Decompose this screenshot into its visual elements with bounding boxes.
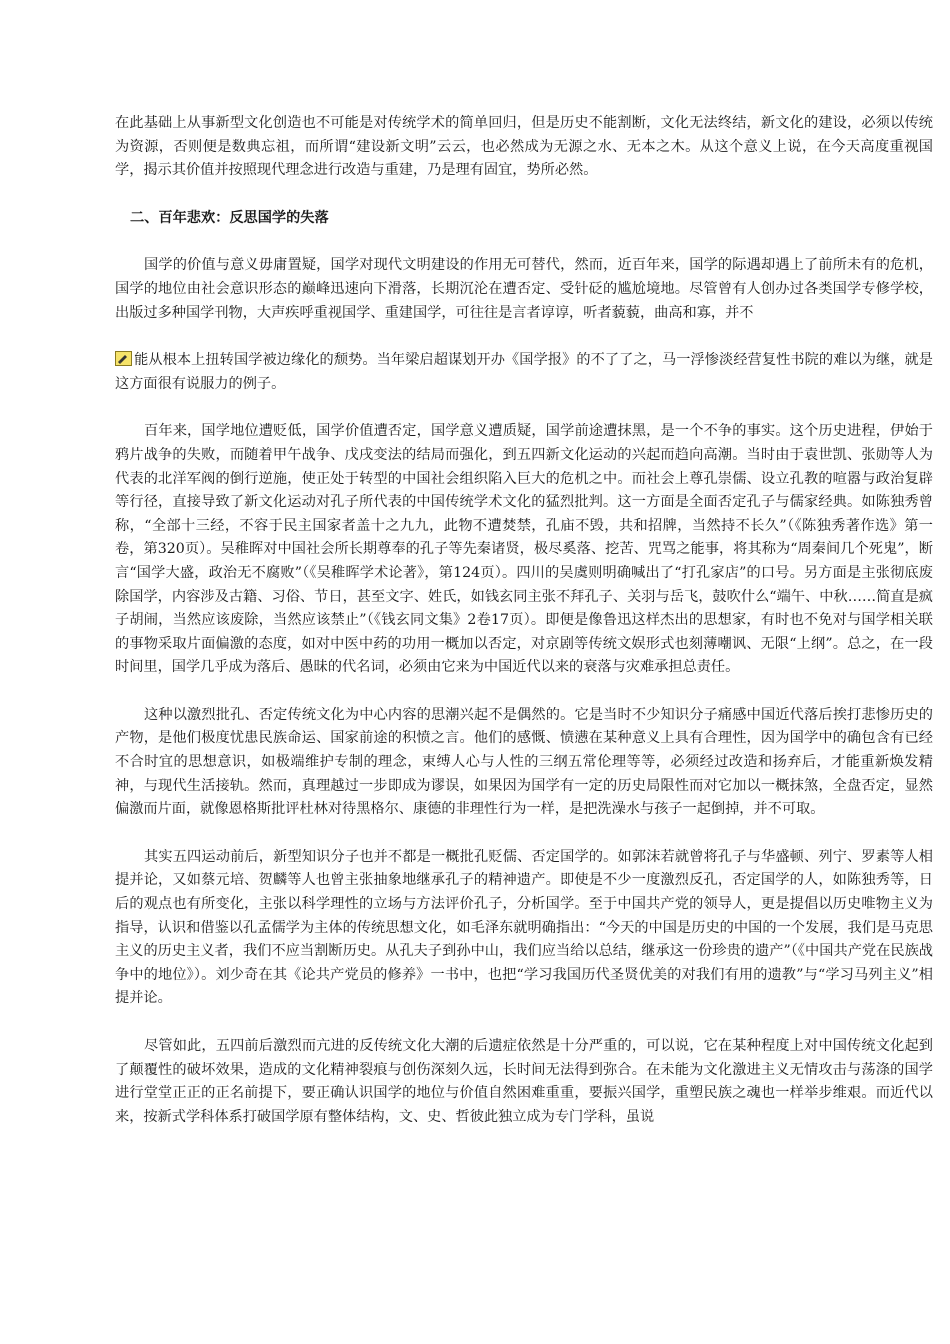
intro-paragraph: 在此基础上从事新型文化创造也不可能是对传统学术的简单回归，但是历史不能割断，文化无法终结，新文化的建设，必须以传统为资源，否则便是数典忘祖，而所谓“建设新文明”云云，也必然成为无源之水、无本之木。从这个意义上说，在今天高度重视国学，揭示其价值并按照现代理念进行改造与重建，乃是理有固宜，势所必然。 bbox=[115, 115, 933, 179]
paragraph-1-continuation bbox=[115, 349, 933, 396]
paragraph-5: 尽管如此，五四前后激烈而亢进的反传统文化大潮的后遗症依然是十分严重的，可以说，它在某种程度上对中国传统文化起到了颠覆性的破坏效果，造成的文化精神裂痕与创伤深刻久远，长时间无法得到弥合。在未能为文化激进主义无情攻击与荡涤的国学进行堂堂正正的正名前提下，要正确认识国学的地位与价值自然困难重重，要振兴国学，重塑民族之魂也一样举步维艰。而近代以来，按新式学科体系打破国学原有整体结构，文、史、哲彼此独立成为专门学科，虽说 bbox=[115, 1038, 933, 1125]
paragraph-1: 国学的价值与意义毋庸置疑，国学对现代文明建设的作用无可替代，然而，近百年来，国学的际遇却遇上了前所未有的危机，国学的地位由社会意识形态的巅峰迅速向下滑落，长期沉沦在遭否定、受针砭的尴尬境地。尽管曾有人创办过各类国学专修学校，出版过多种国学刊物，大声疾呼重视国学、重建国学，可往往是言者谆谆，听者藐藐，曲高和寡，并不 bbox=[115, 257, 933, 321]
paragraph-3: 这种以激烈批孔、否定传统文化为中心内容的思潮兴起不是偶然的。它是当时不少知识分子痛感中国近代落后挨打悲惨历史的产物，是他们极度忧患民族命运、国家前途的积愤之言。他们的感慨、愤懑在某种意义上具有合理性，因为国学中的确包含有已经不合时宜的思想意识，如极端维护专制的理念，束缚人心与人性的三纲五常伦理等等，必须经过改造和扬弃后，才能重新焕发精神，与现代生活接轨。然而，真理越过一步即成为谬误，如果因为国学有一定的历史局限性而对它加以一概抹煞，全盘否定，显然偏激而片面，就像恩格斯批评杜林对待黑格尔、康德的非理性行为一样，是把洗澡水与孩子一起倒掉，并不可取。 bbox=[115, 706, 933, 818]
document-page bbox=[115, 112, 933, 1129]
paragraph-4: 其实五四运动前后，新型知识分子也并不都是一概批孔贬儒、否定国学的。如郭沫若就曾将孔子与华盛顿、列宁、罗素等人相提并论，又如蔡元培、贺麟等人也曾主张抽象地继承孔子的精神遗产。即使是不少一度激烈反孔，否定国学的人，如陈独秀等，日后的观点也有所变化，主张以科学理性的立场与方法评价孔子，分析国学。至于中国共产党的领导人，更是提倡以历史唯物主义为指导，认识和借鉴以孔孟儒学为主体的传统思想文化，如毛泽东就明确指出：“今天的中国是历史的中国的一个发展，我们是马克思主义的历史主义者，我们不应当割断历史。从孔夫子到孙中山，我们应当给以总结，继承这一份珍贵的遗产”（《中国共产党在民族战争中的地位》）。刘少奇在其《论共产党员的修养》一书中，也把“学习我国历代圣贤优美的对我们有用的遗教”与“学习马列主义”相提并论。 bbox=[115, 848, 933, 1007]
paragraph-2: 百年来，国学地位遭贬低，国学价值遭否定，国学意义遭质疑，国学前途遭抹黑，是一个不争的事实。这个历史进程，伊始于鸦片战争的失败，而随着甲午战争、戊戌变法的结局而强化，到五四新文化运动的兴起而趋向高潮。当时由于袁世凯、张勋等人为代表的北洋军阀的倒行逆施，使正处于转型的中国社会组织陷入巨大的危机之中。而社会上尊孔崇儒、设立孔教的喧嚣与政治复辟等行径，直接导致了新文化运动对孔子所代表的中国传统学术文化的猛烈批判。这一方面是全面否定孔子与儒家经典。如陈独秀曾称，“全部十三经，不容于民主国家者盖十之九九，此物不遭焚禁，孔庙不毁，共和招牌，当然持不长久”（《陈独秀著作选》第一卷，第320页）。吴稚晖对中国社会所长期尊奉的孔子等先秦诸贤，极尽奚落、挖苦、咒骂之能事，将其称为“周秦间几个死鬼”，断言“国学大盛，政治无不腐败”（《吴稚晖学术论著》，第124页）。四川的吴虞则明确喊出了“打孔家店”的口号。另方面是主张彻底废除国学，内容涉及古籍、习俗、节日，甚至文字、姓氏，如钱玄同主张不拜孔子、关羽与岳飞，鼓吹什么“端午、中秋……简直是疯子胡闹，当然应该废除，当然应该禁止”（《钱玄同文集》2卷17页）。即便是像鲁迅这样杰出的思想家，有时也不免对与国学相关联的事物采取片面偏激的态度，如对中医中药的功用一概加以否定，对京剧等传统文娱形式也刻薄嘲讽、无限“上纲”。总之，在一段时间里，国学几乎成为落后、愚昧的代名词，必须由它来为中国近代以来的衰落与灾难承担总责任。 bbox=[115, 423, 933, 676]
section-heading: 二、百年悲欢：反思国学的失落 bbox=[130, 209, 329, 226]
paragraph-1-continuation-text: 能从根本上扭转国学被边缘化的颓势。当年梁启超谋划开办《国学报》的不了了之，马一浮惨淡经营复性书院的难以为继，就是这方面很有说服力的例子。 bbox=[115, 352, 933, 392]
note-icon[interactable] bbox=[115, 351, 132, 366]
